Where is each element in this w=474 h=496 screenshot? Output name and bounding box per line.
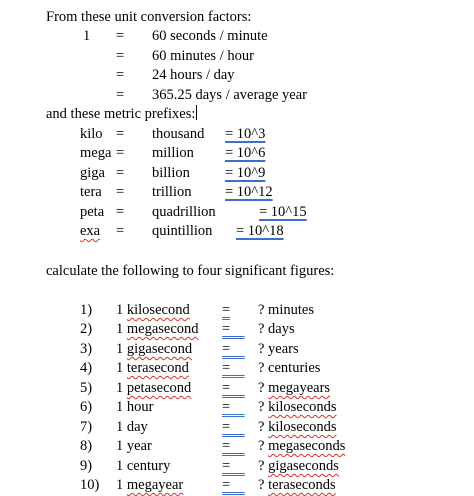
- prefix-name: tera: [80, 184, 102, 200]
- problem-quantity: 1 day: [116, 419, 148, 435]
- prefix-equals: =: [116, 184, 125, 200]
- prefix-word: quintillion: [152, 223, 213, 239]
- problem-target: ? days: [258, 321, 295, 337]
- prefix-equals: =: [116, 126, 125, 142]
- problem-equals: =: [222, 380, 245, 396]
- problem-quantity: 1 hour: [116, 399, 154, 415]
- prefix-power: = 10^3: [225, 126, 266, 142]
- prefix-name: kilo: [80, 126, 103, 142]
- problem-equals: =: [222, 458, 245, 474]
- problem-target: ? teraseconds: [258, 477, 336, 493]
- factor-rhs: 24 hours / day: [152, 67, 235, 83]
- factor-lhs: 1: [83, 28, 91, 44]
- problem-number: 10): [80, 477, 100, 493]
- problem-target: ? minutes: [258, 302, 314, 318]
- prefix-equals: =: [116, 165, 125, 181]
- factor-rhs: 60 minutes / hour: [152, 48, 254, 64]
- prefix-word: billion: [152, 165, 190, 181]
- factor-equals: =: [116, 28, 125, 44]
- problem-number: 5): [80, 380, 93, 396]
- problem-target: ? gigaseconds: [258, 458, 339, 474]
- problem-quantity: 1 petasecond: [116, 380, 192, 396]
- problem-quantity: 1 century: [116, 458, 171, 474]
- problem-number: 2): [80, 321, 93, 337]
- prefix-equals: =: [116, 204, 125, 220]
- prefix-power: = 10^12: [225, 184, 273, 200]
- factor-rhs: 365.25 days / average year: [152, 87, 308, 103]
- factor-rhs: 60 seconds / minute: [152, 28, 268, 44]
- problem-equals: =: [222, 321, 245, 337]
- problem-equals: =: [222, 419, 245, 435]
- problem-number: 6): [80, 399, 93, 415]
- problem-equals: =: [222, 302, 231, 318]
- prefix-name: mega: [80, 145, 112, 161]
- prefix-power: = 10^9: [225, 165, 266, 181]
- prefix-name: giga: [80, 165, 105, 181]
- problem-quantity: 1 megayear: [116, 477, 184, 493]
- problem-quantity: 1 year: [116, 438, 152, 454]
- prefix-equals: =: [116, 145, 125, 161]
- problem-number: 8): [80, 438, 93, 454]
- problem-equals: =: [222, 477, 245, 493]
- prefix-word: thousand: [152, 126, 205, 142]
- problem-number: 1): [80, 302, 93, 318]
- problem-target: ? kiloseconds: [258, 419, 337, 435]
- problem-quantity: 1 gigasecond: [116, 341, 193, 357]
- prefix-name: peta: [80, 204, 105, 220]
- prefix-intro-text: and these metric prefixes:: [46, 106, 196, 122]
- prefix-equals: =: [116, 223, 125, 239]
- prefix-name: exa: [80, 223, 101, 239]
- factor-equals: =: [116, 48, 125, 64]
- intro-text: From these unit conversion factors:: [46, 9, 252, 25]
- problem-number: 7): [80, 419, 93, 435]
- problem-number: 3): [80, 341, 93, 357]
- problem-equals: =: [222, 341, 245, 357]
- prefix-power: = 10^6: [225, 145, 266, 161]
- problem-quantity: 1 kilosecond: [116, 302, 190, 318]
- problem-target: ? kiloseconds: [258, 399, 337, 415]
- problem-target: ? megayears: [258, 380, 331, 396]
- problem-target: ? years: [258, 341, 299, 357]
- factor-equals: =: [116, 87, 125, 103]
- problem-quantity: 1 megasecond: [116, 321, 199, 337]
- prefix-power: = 10^15: [259, 204, 307, 220]
- problem-equals: =: [222, 438, 245, 454]
- problem-quantity: 1 terasecond: [116, 360, 189, 376]
- prefix-word: quadrillion: [152, 204, 216, 220]
- problem-target: ? centuries: [258, 360, 321, 376]
- task-text: calculate the following to four significant figures:: [46, 263, 335, 279]
- text-cursor: [196, 105, 197, 120]
- prefix-power: = 10^18: [236, 223, 284, 239]
- factor-equals: =: [116, 67, 125, 83]
- prefix-intro: [46, 105, 197, 123]
- prefix-word: trillion: [152, 184, 192, 200]
- problem-number: 9): [80, 458, 93, 474]
- problem-target: ? megaseconds: [258, 438, 346, 454]
- prefix-word: million: [152, 145, 194, 161]
- problem-equals: =: [222, 399, 245, 415]
- problem-equals: =: [222, 360, 245, 376]
- problem-number: 4): [80, 360, 93, 376]
